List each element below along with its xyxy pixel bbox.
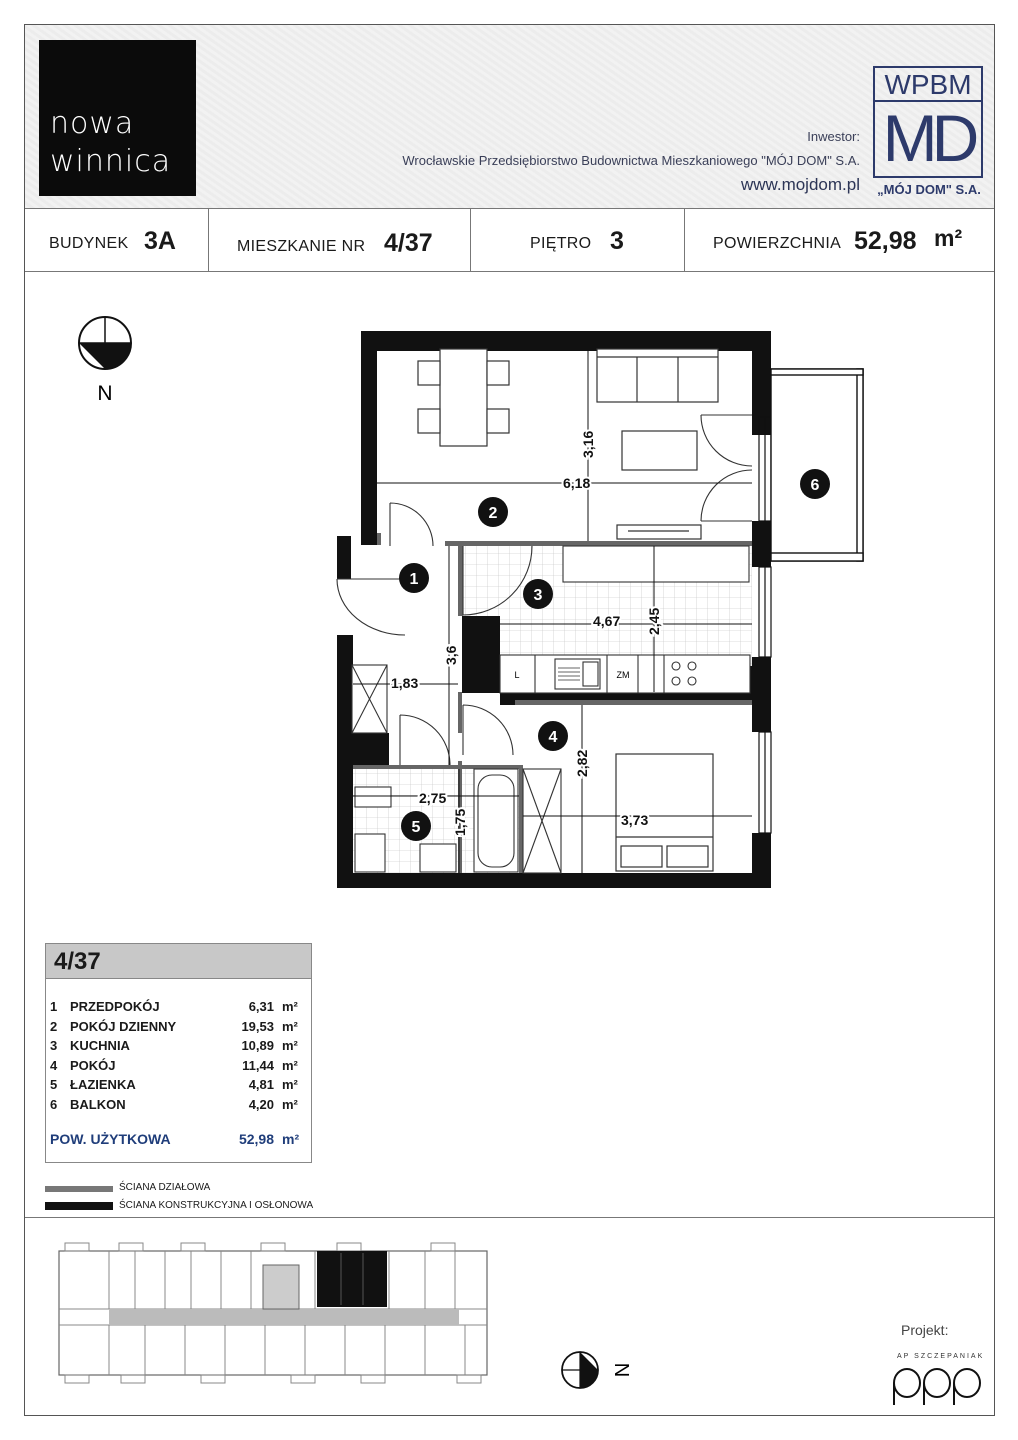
row-no: 2	[50, 1019, 58, 1034]
room-area-table	[45, 943, 312, 1163]
dim-1-75: 1,75	[452, 808, 468, 836]
md-logo-top: WPBM	[875, 68, 981, 102]
investor-url[interactable]: www.mojdom.pl	[740, 175, 860, 194]
dim-3-16: 3,16	[580, 430, 596, 458]
room-badge-1: 1	[409, 571, 419, 588]
investor-label: Inwestor:	[807, 129, 860, 144]
total-label: POW. UŻYTKOWA	[50, 1131, 171, 1147]
balcony	[771, 369, 863, 561]
row-no: 3	[50, 1038, 58, 1053]
footer-divider	[25, 1217, 994, 1218]
dim-2-45: 2,45	[646, 607, 662, 635]
wardrobe	[352, 665, 387, 733]
dim-3-6: 3,6	[443, 645, 459, 665]
investor-name: Wrocławskie Przedsiębiorstwo Budownictwa Mieszkaniowego "MÓJ DOM" S.A.	[402, 153, 860, 168]
partition-wall-swatch	[45, 1186, 113, 1192]
dim-2-82: 2,82	[574, 749, 590, 777]
table-row	[46, 1077, 311, 1096]
partition-wall-label: ŚCIANA DZIAŁOWA	[119, 1182, 211, 1193]
row-unit: m²	[282, 1038, 298, 1053]
row-name: ŁAZIENKA	[70, 1077, 136, 1092]
table-title: 4/37	[54, 948, 101, 975]
table-row	[46, 999, 311, 1018]
row-area: 4,20	[248, 1097, 274, 1112]
dim-1-83: 1,83	[391, 675, 419, 691]
row-area: 4,81	[248, 1077, 274, 1092]
row-name: BALKON	[70, 1097, 126, 1112]
total-unit: m²	[282, 1131, 300, 1147]
total-row	[46, 1131, 311, 1151]
projekt-label: Projekt:	[901, 1322, 949, 1338]
room-badge-2: 2	[488, 505, 498, 522]
structural-wall-swatch	[45, 1202, 113, 1210]
building-value: 3A	[144, 227, 176, 255]
floor-label: PIĘTRO	[530, 235, 592, 252]
apartment-value: 4/37	[384, 229, 433, 257]
north-compass-icon	[79, 317, 131, 369]
site-north-label: N	[610, 1362, 632, 1378]
row-name: KUCHNIA	[70, 1038, 130, 1053]
area-unit: m²	[934, 225, 963, 251]
table-header	[46, 944, 311, 979]
apartment-highlight	[317, 1251, 387, 1307]
row-area: 6,31	[248, 999, 274, 1014]
row-name: PRZEDPOKÓJ	[70, 999, 160, 1014]
room-badge-6: 6	[810, 477, 820, 494]
building-label: BUDYNEK	[49, 235, 129, 252]
row-name: POKÓJ	[70, 1058, 116, 1073]
area-value: 52,98	[854, 227, 917, 255]
dim-2-75: 2,75	[419, 790, 447, 806]
room-badge-3: 3	[533, 587, 543, 604]
structural-wall-label: ŚCIANA KONSTRUKCYJNA I OSŁONOWA	[119, 1200, 314, 1211]
md-logo-subtitle: „MÓJ DOM" S.A.	[877, 182, 981, 197]
north-label: N	[97, 382, 113, 405]
row-unit: m²	[282, 999, 298, 1014]
row-area: 11,44	[242, 1058, 274, 1073]
area-label: POWIERZCHNIA	[713, 235, 842, 252]
md-logo-letters: MD	[882, 101, 974, 175]
closet	[523, 769, 561, 873]
architect-name: AP SZCZEPANIAK	[897, 1353, 985, 1360]
row-unit: m²	[282, 1019, 298, 1034]
row-area: 19,53	[241, 1019, 274, 1034]
room-badge-4: 4	[548, 729, 558, 746]
dim-6-18: 6,18	[563, 475, 591, 491]
oven-label: ZM	[616, 670, 630, 680]
floor-value: 3	[610, 227, 624, 255]
fridge-label: L	[514, 670, 520, 680]
logo-line-2: winnica	[50, 144, 172, 179]
row-no: 6	[50, 1097, 58, 1112]
row-unit: m²	[282, 1097, 298, 1112]
room-badge-5: 5	[411, 819, 421, 836]
floor-plan-sheet	[24, 24, 995, 1416]
table-row	[46, 1019, 311, 1038]
windows	[759, 417, 771, 833]
row-unit: m²	[282, 1077, 298, 1092]
living-furniture	[418, 349, 718, 539]
site-compass-icon	[562, 1352, 598, 1388]
table-row	[46, 1038, 311, 1057]
table-row	[46, 1097, 311, 1116]
dim-3-73: 3,73	[621, 812, 649, 828]
logo-line-1: nowa	[50, 106, 135, 141]
site-plan	[59, 1243, 487, 1383]
apartment-label: MIESZKANIE NR	[237, 238, 366, 255]
row-no: 1	[50, 999, 58, 1014]
architect-logo-icon	[894, 1369, 980, 1405]
row-unit: m²	[282, 1058, 298, 1073]
row-area: 10,89	[241, 1038, 274, 1053]
total-value: 52,98	[238, 1131, 274, 1147]
row-no: 4	[50, 1058, 58, 1073]
dim-4-67: 4,67	[593, 613, 621, 629]
row-name: POKÓJ DZIENNY	[70, 1019, 177, 1034]
row-no: 5	[50, 1077, 58, 1092]
table-row	[46, 1058, 311, 1077]
